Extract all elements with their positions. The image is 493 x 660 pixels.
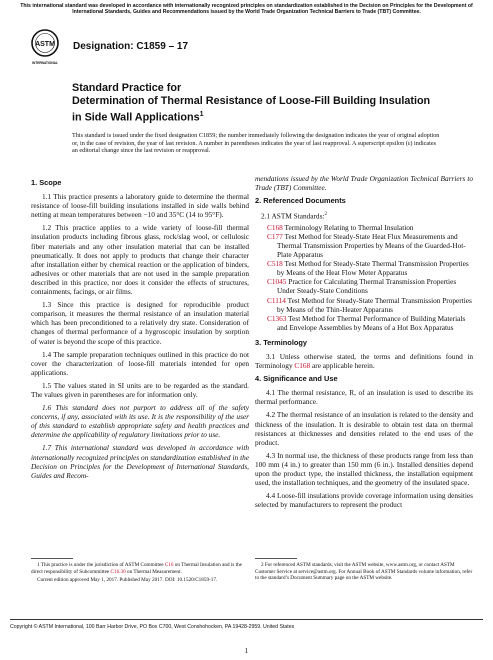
title-line-1: Standard Practice for xyxy=(72,82,182,94)
paragraph-4-3: 4.3 In normal use, the thickness of these products range from less than 100 mm (4 in.) to greater than 150 mm (6 in.). Installed densities depend upon the product type, the installed thickness, the installation equipment used, the installation techniques, and the geometry of the insulated space. xyxy=(255,450,473,488)
paragraph-1-6: 1.6 This standard does not purport to address all of the safety concerns, if any, associated with its use. It is the responsibility of the user of this standard to establish appropriate safety and health practices and determine the applicability of regulatory limitations prior to use. xyxy=(31,403,249,440)
footer-divider xyxy=(10,619,483,620)
document-title xyxy=(72,82,432,125)
astm-standards-label: 2.1 ASTM Standards:$^2$ xyxy=(261,211,327,221)
reference-item: C168 Terminology Relating to Thermal Insulation xyxy=(267,222,414,232)
designation: Designation: C1859 – 17 xyxy=(73,41,189,52)
reference-item: C177 Test Method for Steady-State Heat Flux Measurements and Thermal Transmission Properties by Means of the Guarded-Hot-Plate Apparatus xyxy=(267,231,466,260)
edition-note: Current edition approved May 1, 2017. Published May 2017. DOI: 10.1520/C1859-17. xyxy=(37,577,218,583)
title-footnote-mark: 1 xyxy=(199,111,204,119)
reference-item: C1363 Test Method for Thermal Performance of Building Materials and Envelope Assemblies by Means of a Hot Box Apparatus xyxy=(267,313,466,332)
reference-link[interactable]: C1114 xyxy=(267,295,286,305)
title-line-2: Determination of Thermal Resistance of Loose-Fill Building Insulation in Side Wall Applications$^1$ xyxy=(72,95,431,124)
paragraph-1-3: 1.3 Since this practice is designed for reproducible product comparison, it measures the thermal resistance of an insulation material which has been preconditioned to a relatively dry state. Consideration of changes of thermal performance of a hygroscopic insulation by sorption of water is beyond the scope of this practice. xyxy=(31,300,249,346)
copyright-notice: Copyright © ASTM International, 100 Barr Harbor Drive, PO Box C700, West Conshohocken, PA 19428-2959. United States xyxy=(10,624,295,630)
paragraph-4-4: 4.4 Loose-fill insulations provide coverage information using densities selected by manufacturers to represent the product xyxy=(255,491,473,510)
footnote-divider-right xyxy=(255,558,297,559)
reference-item: C518 Test Method for Steady-State Thermal Transmission Properties by Means of the Heat Flow Meter Apparatus xyxy=(267,259,469,278)
reference-link[interactable]: C518 xyxy=(267,259,283,269)
subcommittee-link[interactable]: C16.30 xyxy=(110,568,126,575)
footnote-2: 2 For referenced ASTM standards, visit the ASTM website, www.astm.org, or contact ASTM Customer Service at service@astm.org. For Annual Book of ASTM Standards volume information, refer to the standard’s Document Summary page on the ASTM website. xyxy=(255,562,473,581)
committee-link[interactable]: C16 xyxy=(164,562,174,568)
reference-link[interactable]: C1363 xyxy=(267,313,287,323)
paragraph-4-2: 4.2 The thermal resistance of an insulation is related to the density and thickness of the insulation. It is desirable to obtain test data on thermal resistances at thicknesses and densities related to the end uses of the product. xyxy=(255,410,473,447)
paragraph-4-1: 4.1 The thermal resistance, R, of an insulation is used to describe its thermal performance. xyxy=(255,388,473,407)
paragraph-1-5: 1.5 The values stated in SI units are to be regarded as the standard. The values given in parentheses are for information only. xyxy=(31,380,249,399)
footnote-1: 1 This practice is under the jurisdiction of ASTM Committee C16 on Thermal Insulation and is the direct responsibility of Subcommittee C16.30 on Thermal Measurement. Current edition approved May 1, 2017. Published May 2017. DOI: 10.1520/C1859-17. xyxy=(31,562,249,586)
paragraph-1-1: 1.1 This practice presents a laboratory guide to determine the thermal resistance of loose-fill building insulations installed in side walls behind netting at mean temperatures between −10 and 35°C (14 to 95°F). xyxy=(31,192,249,220)
astm-logo xyxy=(30,28,60,72)
continuation-text: mendations issued by the World Trade Organization Technical Barriers to Trade (TBT) Committee. xyxy=(255,174,473,193)
section-heading-referenced-documents: 2. Referenced Documents xyxy=(255,196,346,206)
issuance-notice: This standard is issued under the fixed designation C1859; the number immediately following the designation indicates the year of original adoption or, in the case of revision, the year of last revision. A number in parentheses indicates the year of last reapproval. A superscript epsilon (ε) indicates an editorial change since the last revision or reapproval. xyxy=(72,132,440,155)
paragraph-1-4: 1.4 The sample preparation techniques outlined in this practice do not cover the characterization of loose-fill materials intended for open applications. xyxy=(31,349,249,377)
logo-text: ASTM xyxy=(35,41,55,48)
reference-item: C1114 Test Method for Steady-State Thermal Transmission Properties by Means of the Thin-Heater Apparatus xyxy=(267,295,472,314)
page-number: 1 xyxy=(244,646,249,655)
reference-item: C1045 Practice for Calculating Thermal Transmission Properties Under Steady-State Conditions xyxy=(267,277,457,296)
paragraph-1-7: 1.7 This international standard was developed in accordance with internationally recognized principles on standardization established in the Decision on Principles for the Development of International Standards, Guides and Recom- xyxy=(31,443,249,480)
section-heading-terminology: 3. Terminology xyxy=(255,337,308,347)
logo-subtext: INTERNATIONAL xyxy=(32,61,58,65)
left-column xyxy=(31,174,249,484)
terminology-link[interactable]: C168 xyxy=(294,361,311,371)
reference-link[interactable]: C177 xyxy=(267,231,283,241)
reference-link[interactable]: C168 xyxy=(267,222,283,232)
reference-list xyxy=(255,223,473,332)
paragraph-1-2: 1.2 This practice applies to a wide variety of loose-fill thermal insulation products including fibrous glass, rock/slag wool, or cellulosic fiber materials and any other insulation material that can be installed pneumatically. It does not apply to products that change their character after installation either by chemical reaction or the application of binders, adhesives or other materials that are not used in the sample preparation described in this practice, nor does it consider the effects of structures, containments, facings, or air films. xyxy=(31,223,249,297)
section-heading-significance: 4. Significance and Use xyxy=(255,374,338,384)
paragraph-3-1: 3.1 Unless otherwise stated, the terms and definitions found in Terminology C168 are applicable herein. xyxy=(255,352,473,371)
tbt-banner: This international standard was developed in accordance with internationally recognized principles on standardization established in the Decision on Principles for the Development of International Standards, Guides and Recommendations issued by the World Trade Organization Technical Barriers to Trade (TBT) Committee. xyxy=(20,3,473,16)
footnote-divider-left xyxy=(31,558,73,559)
reference-link[interactable]: C1045 xyxy=(267,277,287,287)
right-column xyxy=(255,174,473,513)
section-heading-scope: 1. Scope xyxy=(31,178,62,187)
